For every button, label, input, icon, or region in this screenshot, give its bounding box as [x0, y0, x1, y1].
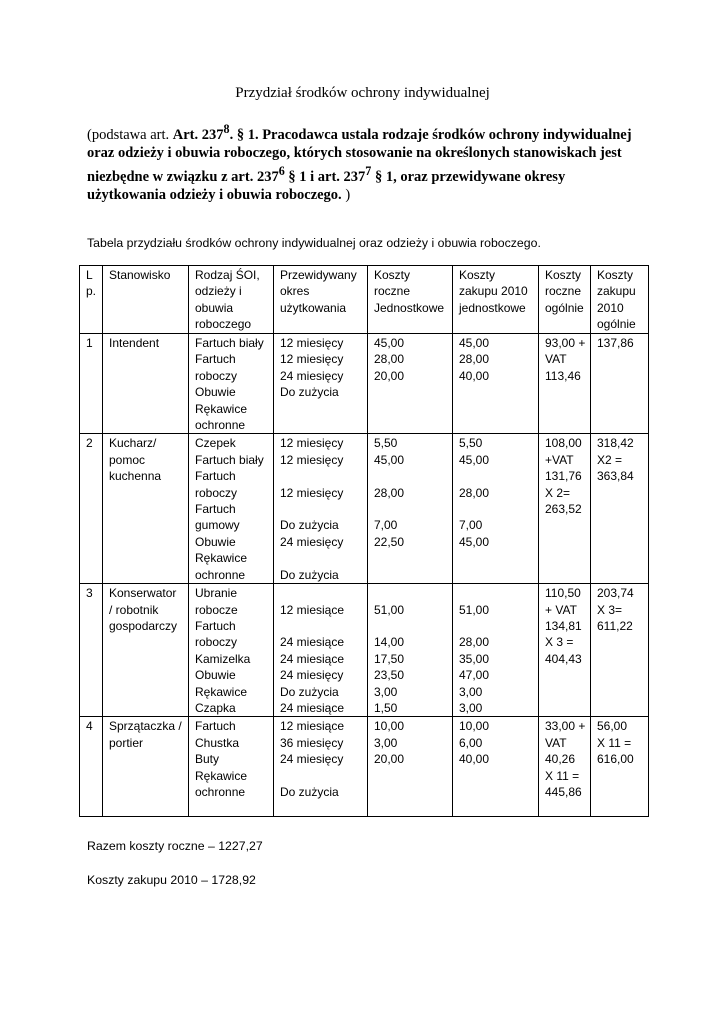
cell-stanowisko: Kucharz/ pomoc kuchenna	[103, 434, 189, 584]
cell-okres: 12 miesiące 36 miesięcy 24 miesięcy Do zużycia	[274, 717, 368, 817]
header-koszty-zakupu-ogolnie: Koszty zakupu 2010 ogólnie	[591, 266, 649, 334]
cell-rodzaj: Czepek Fartuch biały Fartuch roboczy Fartuch gumowy Obuwie Rękawice ochronne	[189, 434, 274, 584]
table-row	[80, 334, 649, 434]
basis-suffix: )	[341, 186, 351, 203]
cell-koszty-roczne-ogolnie: 108,00 +VAT 131,76 X 2= 263,52	[539, 434, 591, 584]
header-koszty-roczne-ogolnie: Koszty roczne ogólnie	[539, 266, 591, 334]
basis-superscript-1: 8	[223, 122, 230, 136]
cell-lp: 2	[80, 434, 103, 584]
cell-koszty-roczne-jednostkowe: 45,00 28,00 20,00	[368, 334, 453, 434]
cell-rodzaj: Fartuch biały Fartuch roboczy Obuwie Rękawice ochronne	[189, 334, 274, 434]
basis-article: Art. 237	[172, 126, 224, 143]
cell-koszty-roczne-jednostkowe: 5,50 45,00 28,00 7,00 22,50	[368, 434, 453, 584]
cell-okres: 12 miesięcy 12 miesięcy 12 miesięcy Do zużycia 24 miesięcy Do zużycia	[274, 434, 368, 584]
summary-annual-costs: Razem koszty roczne – 1227,27	[87, 839, 263, 853]
cell-rodzaj: Fartuch Chustka Buty Rękawice ochronne	[189, 717, 274, 817]
table-row	[80, 584, 649, 717]
summary-purchase-costs: Koszty zakupu 2010 – 1728,92	[87, 873, 256, 887]
header-koszty-roczne-jednostkowe: Koszty roczne Jednostkowe	[368, 266, 453, 334]
cell-lp: 4	[80, 717, 103, 817]
basis-text-3: § 1, oraz przewidywane okresy użytkowania odzieży i obuwia roboczego.	[87, 168, 566, 203]
header-okres: Przewidywany okres użytkowania	[274, 266, 368, 334]
cell-koszty-zakupu-ogolnie: 137,86	[591, 334, 649, 434]
cell-lp: 1	[80, 334, 103, 434]
cell-koszty-roczne-jednostkowe: 51,00 14,00 17,50 23,50 3,00 1,50	[368, 584, 453, 717]
cell-koszty-roczne-ogolnie: 110,50 + VAT 134,81 X 3 = 404,43	[539, 584, 591, 717]
basis-superscript-2: 6	[278, 163, 285, 178]
table-row	[80, 717, 649, 817]
cell-koszty-zakupu-ogolnie: 203,74 X 3= 611,22	[591, 584, 649, 717]
basis-text-1: . § 1. Pracodawca ustala rodzaje środków ochrony indywidualnej oraz odzieży i obuwia roboczego, których stosowanie na określonych stanowiskach jest niezbędne w związku z art. 237	[87, 126, 632, 185]
cell-okres: 12 miesiące 24 miesiące 24 miesiące 24 miesięcy Do zużycia 24 miesiące	[274, 584, 368, 717]
header-rodzaj: Rodzaj ŚOI, odzieży i obuwia roboczego	[189, 266, 274, 334]
cell-koszty-zakupu-jednostkowe: 10,00 6,00 40,00	[453, 717, 539, 817]
cell-koszty-zakupu-jednostkowe: 51,00 28,00 35,00 47,00 3,00 3,00	[453, 584, 539, 717]
basis-superscript-3: 7	[365, 163, 372, 178]
cell-okres: 12 miesięcy 12 miesięcy 24 miesięcy Do zużycia	[274, 334, 368, 434]
cell-koszty-roczne-jednostkowe: 10,00 3,00 20,00	[368, 717, 453, 817]
cell-koszty-zakupu-ogolnie: 56,00 X 11 = 616,00	[591, 717, 649, 817]
cell-koszty-zakupu-ogolnie: 318,42 X2 = 363,84	[591, 434, 649, 584]
table-row	[80, 434, 649, 584]
table-caption: Tabela przydziału środków ochrony indywidualnej oraz odzieży i obuwia roboczego.	[87, 236, 541, 250]
cell-rodzaj: Ubranie robocze Fartuch roboczy Kamizelka Obuwie Rękawice Czapka	[189, 584, 274, 717]
basis-text-2: § 1 i art. 237	[284, 168, 366, 185]
cell-stanowisko: Sprzątaczka / portier	[103, 717, 189, 817]
cell-koszty-roczne-ogolnie: 93,00 + VAT 113,46	[539, 334, 591, 434]
header-lp: L p.	[80, 266, 103, 334]
table-header-row	[80, 266, 649, 334]
header-koszty-zakupu-jednostkowe: Koszty zakupu 2010 jednostkowe	[453, 266, 539, 334]
header-stanowisko: Stanowisko	[103, 266, 189, 334]
cell-lp: 3	[80, 584, 103, 717]
legal-basis-paragraph	[87, 120, 647, 204]
cell-stanowisko: Konserwator / robotnik gospodarczy	[103, 584, 189, 717]
basis-prefix: (podstawa art.	[87, 126, 173, 143]
cell-koszty-roczne-ogolnie: 33,00 + VAT 40,26 X 11 = 445,86	[539, 717, 591, 817]
cell-koszty-zakupu-jednostkowe: 45,00 28,00 40,00	[453, 334, 539, 434]
document-title: Przydział środków ochrony indywidualnej	[235, 85, 490, 101]
cell-stanowisko: Intendent	[103, 334, 189, 434]
cell-koszty-zakupu-jednostkowe: 5,50 45,00 28,00 7,00 45,00	[453, 434, 539, 584]
allocation-table	[79, 265, 649, 817]
